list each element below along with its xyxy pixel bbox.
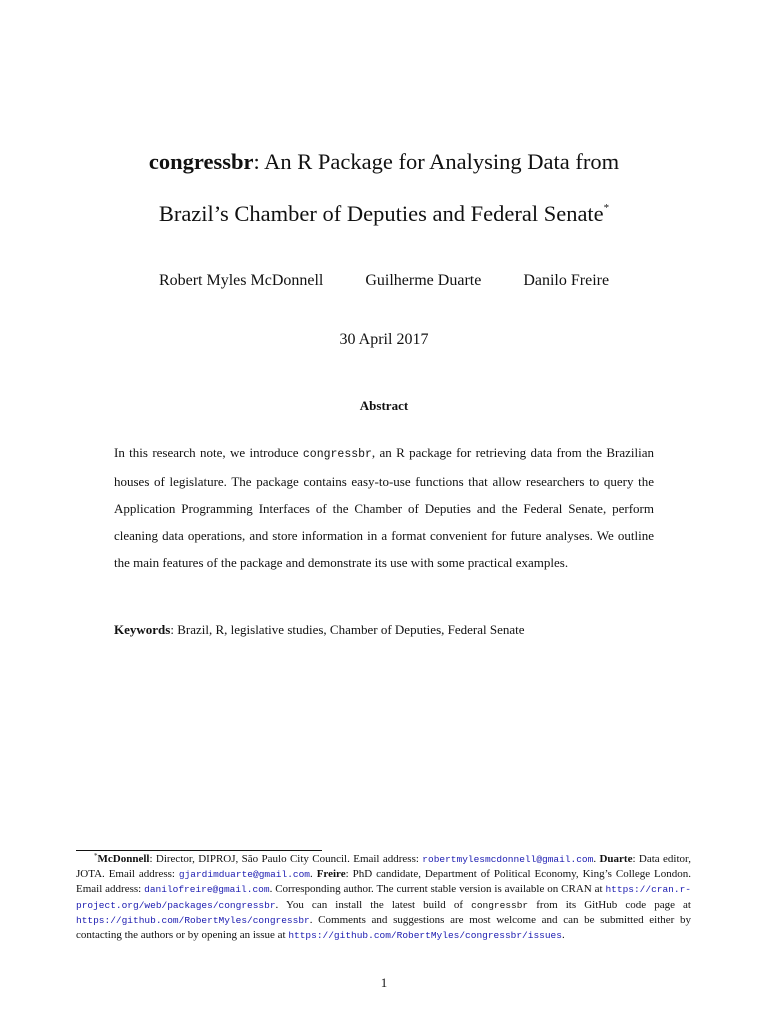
title-footnote-mark[interactable]: * [603, 202, 610, 214]
footnote-text: from its GitHub code page at [528, 898, 691, 911]
author-name: Robert Myles McDonnell [158, 272, 324, 289]
abstract-heading: Abstract [359, 398, 409, 413]
publication-date: 30 April 2017 [339, 331, 429, 348]
author-name: Guilherme Duarte [365, 272, 482, 289]
footnote-rule [76, 850, 322, 851]
abstract-package-code: congressbr [302, 448, 372, 461]
page-number: 1 [380, 975, 388, 990]
footnote-text: : Director, DIPROJ, São Paulo City Council. Email address: [149, 853, 423, 865]
footnote-freire-name: Freire [316, 868, 346, 881]
abstract-body [114, 439, 654, 576]
footnote-text: . [593, 853, 600, 865]
github-url-link[interactable]: https://github.com/RobertMyles/congressbr [76, 914, 310, 926]
cran-url-link[interactable]: https://cran.r-project.org/web/packages/congressbr [76, 884, 691, 911]
footnote-text: . Comments and suggestions are most welcome and can be submitted either by contacting the authors or by opening an issue at [76, 913, 691, 942]
title-line-1-rest: : An R Package for Analysing Data from [253, 149, 620, 174]
footnote [76, 852, 691, 943]
footnote-text: . You can install the latest build of [275, 898, 472, 911]
abstract-text-rest: , an R package for retrieving data from the Brazilian houses of legislature. The package contains easy-to-use functions that allow researchers to query the Application Programming Interfaces of the Chamber of Deputies and the Federal Senate, perform cleaning data operations, and store information in a format convenient for future analyses. We outline the main features of the package and demonstrate its use with some practical examples. [114, 445, 654, 570]
footnote-duarte-name: Duarte [599, 853, 633, 865]
author-list [0, 272, 768, 290]
paper-title [0, 136, 768, 240]
footnote-mcdonnell-name: McDonnell [97, 853, 150, 865]
keywords [114, 622, 654, 638]
duarte-email-link[interactable]: gjardimduarte@gmail.com [178, 869, 310, 881]
author-name: Danilo Freire [523, 272, 610, 289]
footnote-mark: * [94, 852, 98, 860]
footnote-text: : Data editor, JOTA. Email address: [76, 853, 692, 881]
mcdonnell-email-link[interactable]: robertmylesmcdonnell@gmail.com [422, 854, 594, 865]
keywords-text: : Brazil, R, legislative studies, Chamber of Deputies, Federal Senate [170, 622, 525, 637]
footnote-package-code: congressbr [471, 899, 529, 911]
issues-url-link[interactable]: https://github.com/RobertMyles/congressbr/issues [288, 930, 562, 942]
footnote-text: . [561, 929, 565, 942]
keywords-label: Keywords [114, 622, 171, 637]
title-line-2-text: Brazil’s Chamber of Deputies and Federal Senate [158, 201, 604, 226]
footnote-text: . Corresponding author. The current stable version is available on CRAN at [269, 883, 606, 896]
title-package-name: congressbr [148, 149, 254, 174]
title-line-1 [0, 136, 768, 188]
freire-email-link[interactable]: danilofreire@gmail.com [144, 884, 270, 896]
footnote-text: : PhD candidate, Department of Political Economy, King’s College London. Email address: [76, 868, 691, 896]
footnote-text: . [310, 868, 317, 881]
title-line-2 [0, 188, 768, 240]
abstract-text-start: In this research note, we introduce [114, 445, 303, 460]
